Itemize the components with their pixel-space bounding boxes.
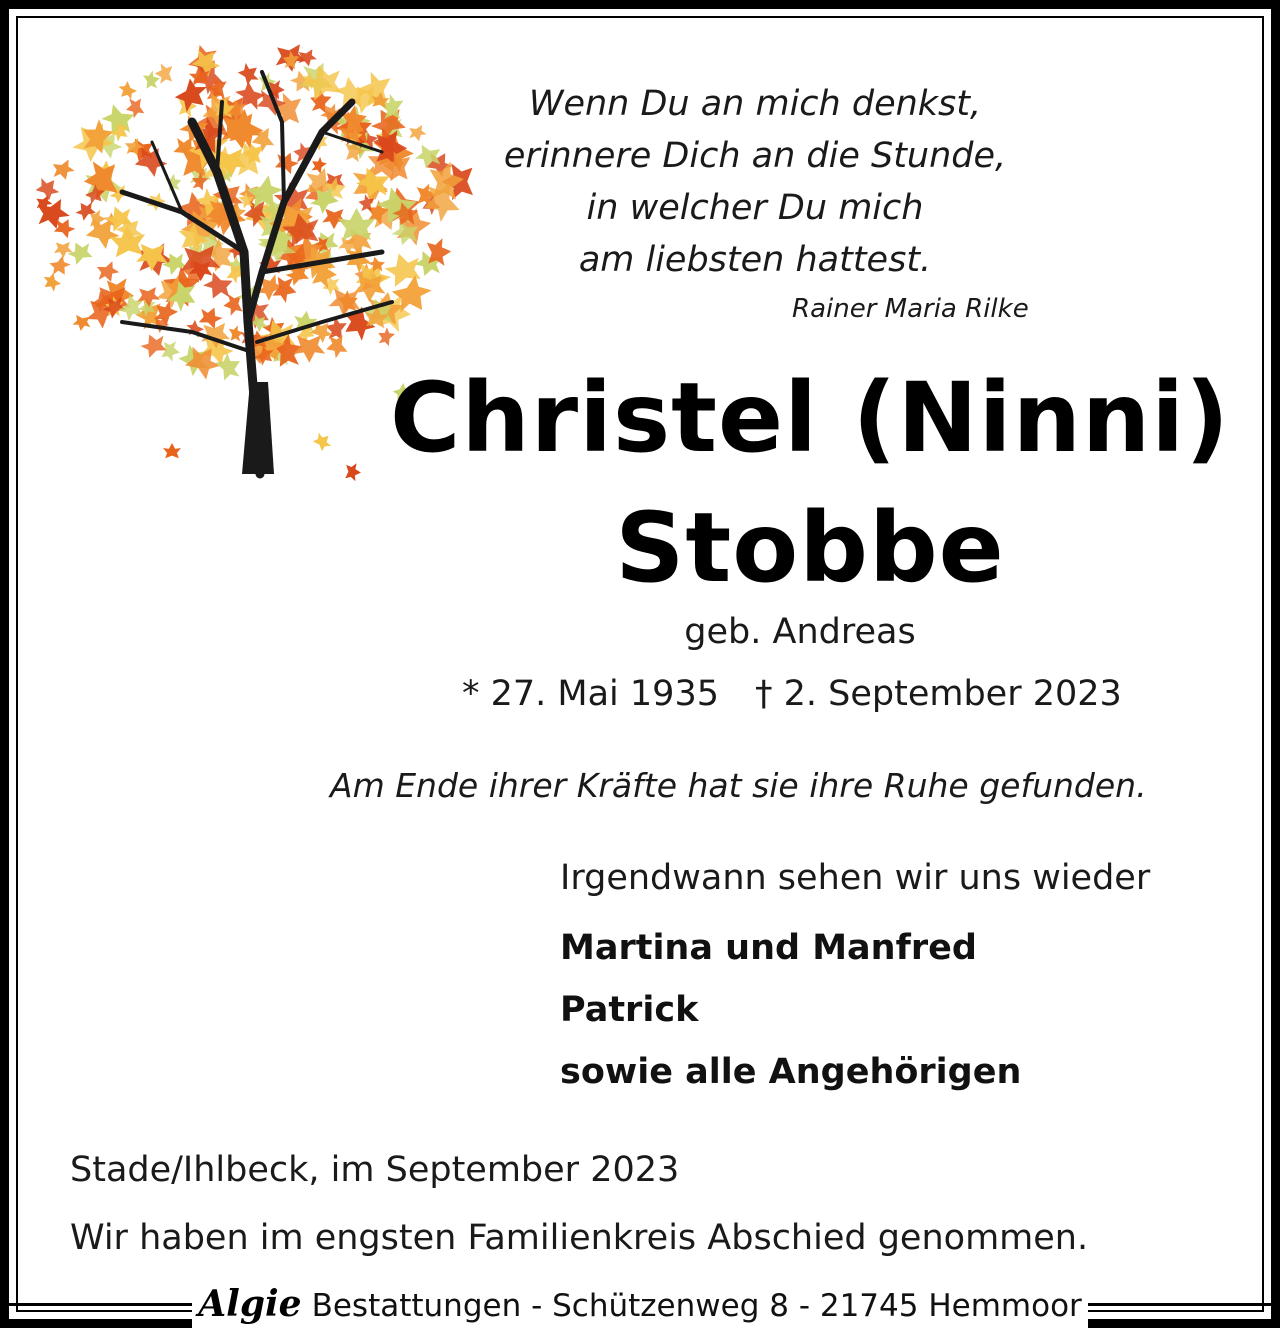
maple-leaf xyxy=(54,242,73,258)
tree-trunk-base xyxy=(242,382,274,474)
falling-leaf xyxy=(311,429,334,453)
maple-leaf xyxy=(382,248,426,288)
maple-leaf xyxy=(115,79,139,103)
maple-leaf xyxy=(155,63,173,84)
falling-leaf xyxy=(72,315,92,333)
maple-leaf xyxy=(374,325,396,348)
mourner-name: Patrick xyxy=(560,990,699,1030)
maple-leaf xyxy=(236,59,263,87)
life-dates xyxy=(462,674,1122,714)
deceased-name-first: Christel (Ninni) xyxy=(389,362,1231,474)
footer-content xyxy=(192,1282,1088,1328)
quote-line: in welcher Du mich xyxy=(586,188,924,228)
quote-line: Wenn Du an mich denkst, xyxy=(528,84,982,124)
maple-leaf xyxy=(427,238,453,267)
funeral-home-footer xyxy=(0,1282,1280,1326)
falling-leaf xyxy=(345,463,362,482)
quote-author: Rainer Maria Rilke xyxy=(792,294,1029,324)
deceased-name-last: Stobbe xyxy=(615,492,1005,604)
place-date: Stade/Ihlbeck, im September 2023 xyxy=(70,1150,680,1190)
mourner-name: Martina und Manfred xyxy=(560,928,977,968)
mourner-name: sowie alle Angehörigen xyxy=(560,1052,1022,1092)
maple-leaf xyxy=(33,173,63,202)
falling-leaf xyxy=(39,271,62,295)
maple-leaf xyxy=(407,124,428,143)
quote-line: erinnere Dich an die Stunde, xyxy=(503,136,1007,176)
falling-leaf xyxy=(163,443,181,458)
maple-leaf xyxy=(323,333,348,361)
farewell-note: Wir haben im engsten Familienkreis Abschied genommen. xyxy=(70,1218,1089,1258)
maple-leaf xyxy=(293,335,325,363)
maple-leaf xyxy=(136,287,160,308)
epitaph: Am Ende ihrer Kräfte hat sie ihre Ruhe gefunden. xyxy=(330,766,1147,805)
funeral-home-address: Bestattungen - Schützenweg 8 - 21745 Hemmoor xyxy=(311,1288,1082,1324)
quote-line: am liebsten hattest. xyxy=(578,240,932,280)
birth-name: geb. Andreas xyxy=(684,612,916,652)
death-date: † 2. September 2023 xyxy=(754,674,1122,714)
maple-leaf xyxy=(161,339,182,362)
maple-leaf xyxy=(50,159,76,183)
funeral-home-logo: Algie xyxy=(198,1283,302,1325)
rilke-quote xyxy=(470,78,1040,286)
birth-date: * 27. Mai 1935 xyxy=(462,674,719,714)
reunion-line: Irgendwann sehen wir uns wieder xyxy=(560,858,1151,898)
